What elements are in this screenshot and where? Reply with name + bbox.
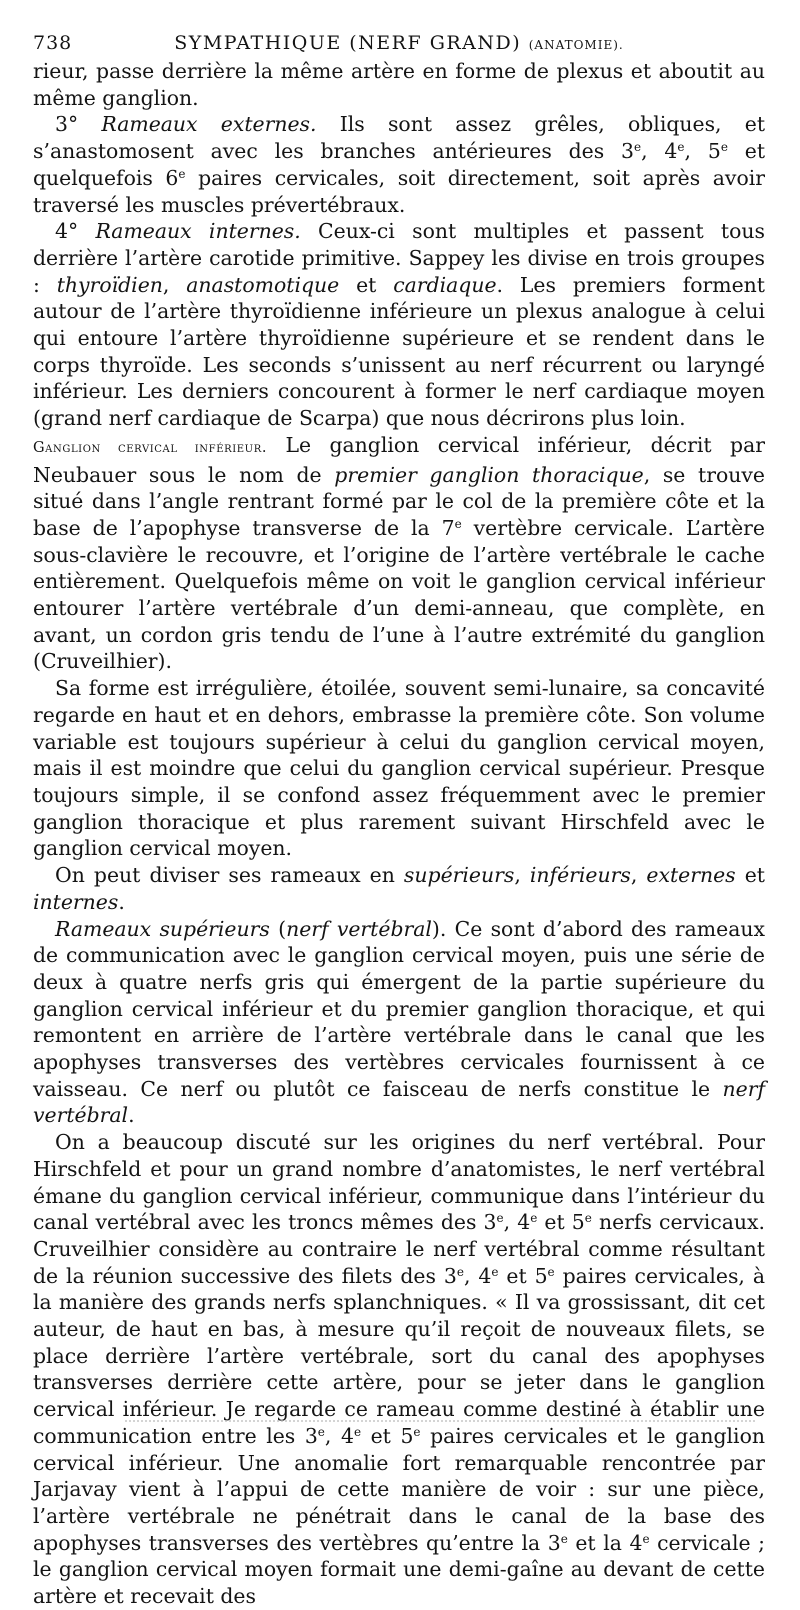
page-number: 738 [33,32,73,54]
running-title-subject: (ANATOMIE). [528,38,624,52]
paragraph-rameaux-internes: 4° Rameaux internes. Ceux-ci sont multiples et passent tous derrière l’artère carotide primitive. Sappey les divise en trois groupes : thyroïdien, anastomotique et cardiaque. Les premiers forment autour de l’artère thyroïdienne inférieure un plexus analogue à celui qui entoure l’artère thyroïdienne supérieure et se rendent dans le corps thyroïde. Les seconds s’unissent au nerf récurrent ou laryngé inférieur. Les derniers concourent à former le nerf cardiaque moyen (grand nerf cardiaque de Scarpa) que nous décrirons plus loin. [33,219,766,431]
paragraph-ganglion-cervical-inferieur: Ganglion cervical inférieur. Le ganglion cervical inférieur, décrit par Neubauer sous le nom de premier ganglion thoracique, se trouve situé dans l’angle rentrant formé par le col de la première côte et la base de l’apophyse transverse de la 7e vertèbre cervicale. L’artère sous-clavière le recouvre, et l’origine de l’artère vertébrale le cache entièrement. Quelquefois même on voit le ganglion cervical inférieur entourer l’artère vertébrale d’un demi-anneau, que complète, en avant, un cordon gris tendu de l’une à l’autre extrémité du ganglion (Cruveilhier). [33,432,765,674]
paragraph-division-rameaux: On peut diviser ses rameaux en supérieurs, inférieurs, externes et internes. [33,863,765,914]
body-text [33,58,765,1610]
paragraph-rameaux-externes: 3° Rameaux externes. Ils sont assez grêles, obliques, et s’anastomosent avec les branches antérieures des 3e, 4e, 5e et quelquefois 6e paires cervicales, soit directement, soit après avoir traversé les muscles prévertébraux. [33,112,766,217]
paragraph-origines-nerf-vertebral: On a beaucoup discuté sur les origines du nerf vertébral. Pour Hirschfeld et pour un grand nombre d’anatomistes, le nerf vertébral émane du ganglion cervical inférieur, communique dans l’intérieur du canal vertébral avec les troncs mêmes des 3e, 4e et 5e nerfs cervicaux. Cruveilhier considère au contraire le nerf vertébral comme résultant de la réunion successive des filets des 3e, 4e et 5e paires cervicales, à la manière des grands nerfs splanchniques. « Il va grossissant, dit cet auteur, de haut en bas, à mesure qu’il reçoit de nouveaux filets, se place derrière l’artère vertébrale, sort du canal des apophyses transverses derrière cette artère, pour se jeter dans le ganglion cervical inférieur. Je regarde ce rameau comme destiné à établir une communication entre les 3e, 4e et 5e paires cervicales et le ganglion cervical inférieur. Une anomalie fort remarquable rencontrée par Jarjavay vient à l’appui de cette manière de voir : sur une pièce, l’artère vertébrale ne pénétrait dans le canal de la base des apophyses transverses des vertèbres qu’entre la 3e et la 4e cervicale ; le ganglion cervical moyen formait une demi-gaîne au devant de cette artère et recevait des [33,1130,766,1609]
running-head [33,28,765,58]
running-title-text: SYMPATHIQUE (NERF GRAND) [174,32,522,54]
running-title [33,32,765,54]
term-rameaux-internes: Rameaux internes. [95,219,301,244]
bleed-through-line [125,1420,755,1424]
term-rameaux-externes: Rameaux externes. [101,112,317,137]
paragraph-continuation: rieur, passe derrière la même artère en forme de plexus et aboutit au même ganglion. [33,59,765,110]
paragraph-rameaux-superieurs: Rameaux supérieurs (nerf vertébral). Ce sont d’abord des rameaux de communication avec le ganglion cervical moyen, puis une série de deux à quatre nerfs gris qui émergent de la partie supérieure du ganglion cervical inférieur et du premier ganglion thoracique, et qui remontent en arrière de l’artère vertébrale dans le canal que les apophyses transverses des vertèbres cervicales fournissent à ce vaisseau. Ce nerf ou plutôt ce faisceau de nerfs constitue le nerf vertébral. [33,916,765,1128]
section-heading: Ganglion cervical inférieur. [33,439,268,456]
book-page [33,28,765,1610]
paragraph-forme: Sa forme est irrégulière, étoilée, souvent semi-lunaire, sa concavité regarde en haut et en dehors, embrasse la première côte. Son volume variable est toujours supérieur à celui du ganglion cervical moyen, mais il est moindre que celui du ganglion cervical supérieur. Presque toujours simple, il se confond assez fréquemment avec le premier ganglion thoracique et plus rarement suivant Hirschfeld avec le ganglion cervical moyen. [33,676,765,861]
